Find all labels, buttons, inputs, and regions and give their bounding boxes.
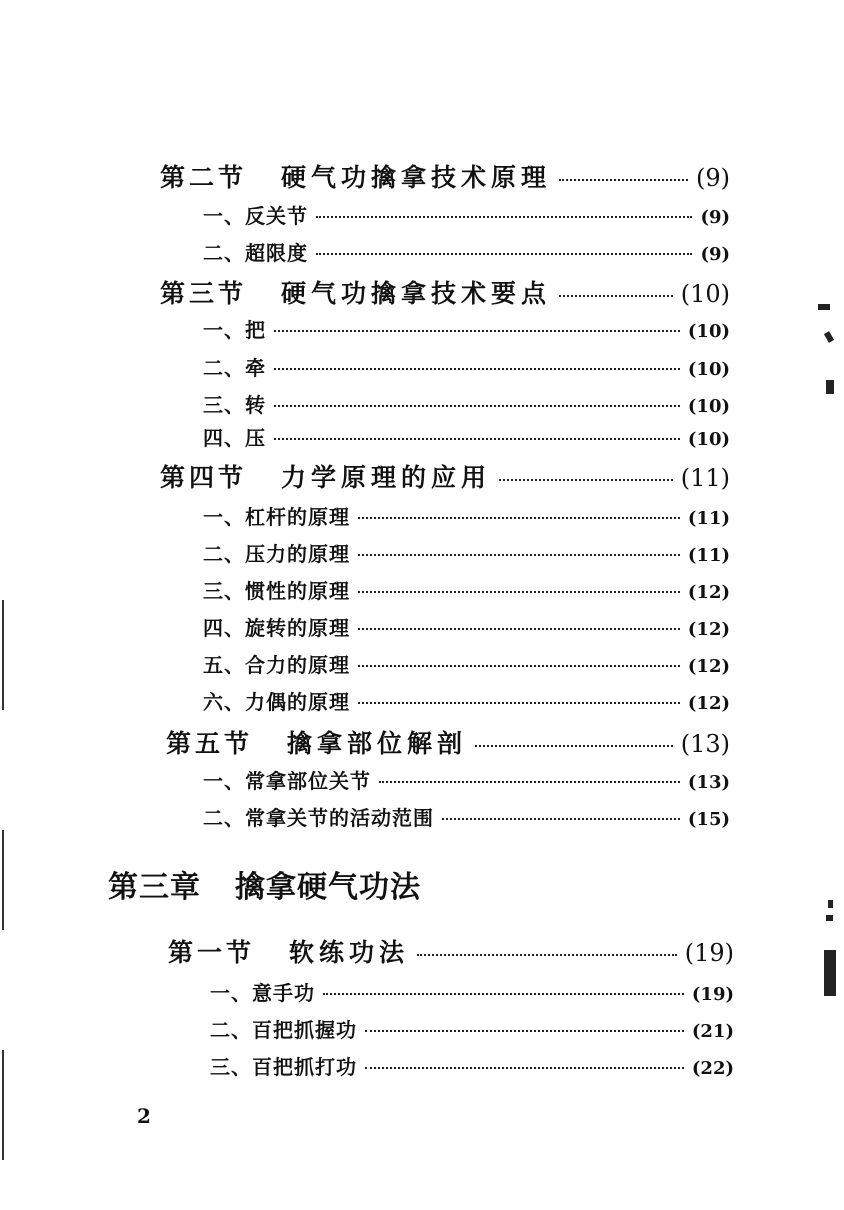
item-label: 一、杠杆的原理 xyxy=(203,505,350,529)
chapter-heading xyxy=(108,862,421,906)
page-ref: (12) xyxy=(687,656,730,677)
item-label: 一、把 xyxy=(203,318,266,342)
toc-item xyxy=(203,314,730,343)
toc-item xyxy=(203,501,730,530)
section-heading xyxy=(160,158,551,194)
page-ref: (12) xyxy=(687,693,730,714)
dot-leader xyxy=(499,479,673,481)
dot-leader xyxy=(274,405,680,407)
toc-item xyxy=(210,977,734,1006)
dot-leader xyxy=(323,993,684,995)
dot-leader xyxy=(274,330,680,332)
item-label: 二、常拿关节的活动范围 xyxy=(203,806,434,830)
dot-leader xyxy=(316,253,692,255)
dot-leader xyxy=(379,781,680,783)
dot-leader xyxy=(358,628,680,630)
item-label: 四、压 xyxy=(203,426,266,450)
page-ref: (10) xyxy=(687,321,730,342)
item-label: 二、牵 xyxy=(203,356,266,380)
toc-item xyxy=(203,612,730,641)
section-title: 硬气功擒拿技术要点 xyxy=(281,279,552,308)
page-ref: (15) xyxy=(687,809,730,830)
scan-mark xyxy=(826,380,834,394)
toc-item xyxy=(203,389,730,418)
toc-item xyxy=(203,649,730,678)
scan-line xyxy=(2,1050,4,1160)
section-number: 第三节 xyxy=(160,279,248,308)
toc-item xyxy=(203,765,730,794)
item-label: 二、压力的原理 xyxy=(203,542,350,566)
page-ref: (19) xyxy=(691,984,734,1005)
item-label: 一、反关节 xyxy=(203,204,308,228)
dot-leader xyxy=(417,954,677,956)
scan-mark xyxy=(826,915,833,921)
section-number: 第一节 xyxy=(168,938,256,967)
dot-leader xyxy=(365,1030,684,1032)
page-ref: (12) xyxy=(687,619,730,640)
dot-leader xyxy=(358,665,680,667)
dot-leader xyxy=(442,818,680,820)
toc-item xyxy=(203,538,730,567)
toc-item xyxy=(203,422,730,451)
page-ref: (22) xyxy=(691,1058,734,1079)
page-ref: (9) xyxy=(700,207,730,228)
toc-item xyxy=(203,575,730,604)
section-heading xyxy=(160,458,491,494)
chapter-number: 第三章 xyxy=(108,870,201,905)
dot-leader xyxy=(358,517,680,519)
toc-item xyxy=(203,686,730,715)
scan-line xyxy=(2,830,4,930)
section-number: 第四节 xyxy=(160,463,248,492)
toc-item xyxy=(203,802,730,831)
scan-mark xyxy=(818,304,830,310)
toc-item xyxy=(203,352,730,381)
toc-section-3 xyxy=(160,274,730,310)
scan-mark xyxy=(824,950,836,996)
item-label: 一、意手功 xyxy=(210,981,315,1005)
dot-leader xyxy=(358,591,680,593)
section-number: 第五节 xyxy=(166,729,254,758)
dot-leader xyxy=(475,745,673,747)
section-title: 擒拿部位解剖 xyxy=(287,729,468,758)
section-heading xyxy=(166,724,467,760)
dot-leader xyxy=(358,554,680,556)
section-number: 第二节 xyxy=(160,163,248,192)
page-ref: (9) xyxy=(700,244,730,265)
section-heading xyxy=(168,933,409,969)
section-heading xyxy=(160,274,551,310)
dot-leader xyxy=(358,702,680,704)
item-label: 三、转 xyxy=(203,393,266,417)
page-ref: (12) xyxy=(687,582,730,603)
page-ref: (21) xyxy=(691,1021,734,1042)
item-label: 三、百把抓打功 xyxy=(210,1055,357,1079)
item-label: 五、合力的原理 xyxy=(203,653,350,677)
dot-leader xyxy=(316,216,692,218)
page-ref: (13) xyxy=(687,772,730,793)
toc-section-2 xyxy=(160,158,730,194)
page-ref: (10) xyxy=(687,359,730,380)
item-label: 四、旋转的原理 xyxy=(203,616,350,640)
chapter-title: 擒拿硬气功法 xyxy=(235,870,421,905)
page-ref: (19) xyxy=(684,939,734,967)
toc-item xyxy=(210,1014,734,1043)
dot-leader xyxy=(559,295,673,297)
dot-leader xyxy=(365,1067,684,1069)
toc-section-4 xyxy=(160,458,730,494)
page-ref: (13) xyxy=(680,730,730,758)
page-ref: (10) xyxy=(687,429,730,450)
toc-item xyxy=(203,200,730,229)
item-label: 二、百把抓握功 xyxy=(210,1018,357,1042)
page-ref: (10) xyxy=(687,396,730,417)
section-title: 软练功法 xyxy=(289,938,410,967)
toc-item xyxy=(210,1051,734,1080)
page-ref: (11) xyxy=(680,464,730,492)
page-number: 2 xyxy=(137,1104,151,1128)
page-ref: (11) xyxy=(687,508,730,529)
toc-section-5 xyxy=(166,724,730,760)
item-label: 二、超限度 xyxy=(203,241,308,265)
scan-mark xyxy=(828,900,833,908)
item-label: 三、惯性的原理 xyxy=(203,579,350,603)
section-title: 力学原理的应用 xyxy=(281,463,492,492)
scan-mark xyxy=(824,331,834,343)
item-label: 六、力偶的原理 xyxy=(203,690,350,714)
dot-leader xyxy=(274,438,680,440)
item-label: 一、常拿部位关节 xyxy=(203,769,371,793)
dot-leader xyxy=(559,179,688,181)
page-ref: (9) xyxy=(696,164,730,192)
scan-line xyxy=(2,600,4,710)
section-title: 硬气功擒拿技术原理 xyxy=(281,163,552,192)
dot-leader xyxy=(274,368,680,370)
page-ref: (11) xyxy=(687,545,730,566)
toc-chapter-section-1 xyxy=(168,933,734,969)
toc-item xyxy=(203,237,730,266)
page-ref: (10) xyxy=(680,280,730,308)
